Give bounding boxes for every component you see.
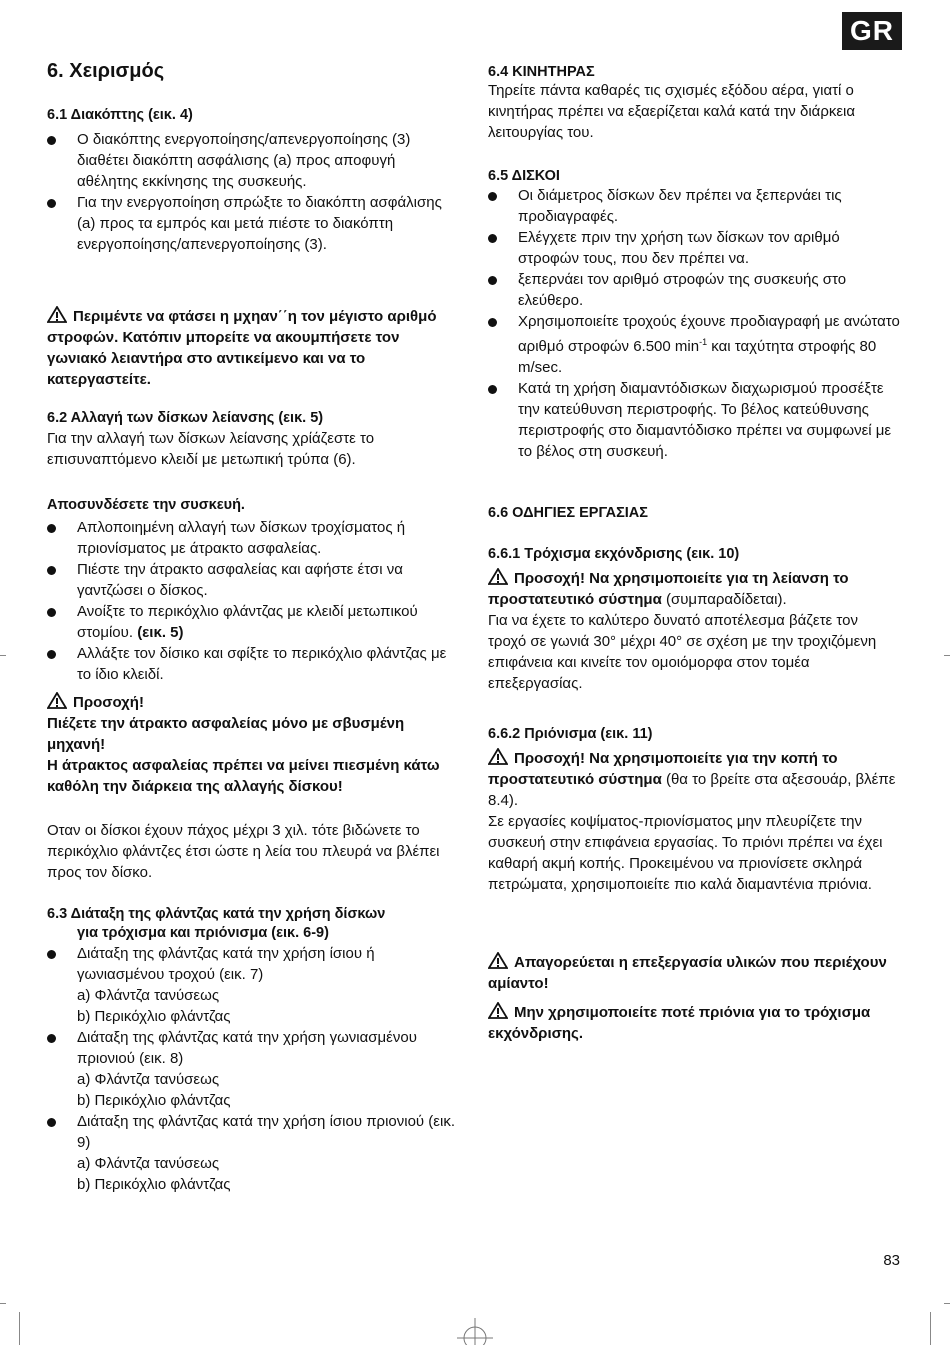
registration-mark [455,1318,495,1345]
warning-icon [47,692,67,708]
bullet-item: Για την ενεργοποίηση σπρώξτε το διακόπτη ασφάλισης (a) προς τα εμπρός και μετά πιέστε το διακόπτη ενεργοποίησης/απενεργοποίησης (3). [47,192,457,255]
section-6-5 [488,168,900,462]
crop-mark [19,1312,20,1345]
crop-mark [944,1303,950,1304]
warning-note: (συμπαραδίδεται). [661,591,787,608]
section-heading: 6.6.2 Πριόνισμα (εικ. 11) [488,726,653,742]
bullet-item: Διάταξη της φλάντζας κατά την χρήση ίσιου πριονιού (εικ. 9) [47,1111,457,1153]
bullet-item: Διάταξη της φλάντζας κατά την χρήση γωνιασμένου πριονιού (εικ. 8) [47,1027,457,1069]
section-heading: 6.3 Διάταξη της φλάντζας κατά την χρήση δίσκων [47,906,386,922]
warning-text: Μην χρησιμοποιείτε ποτέ πριόνια για το τρόχισμα εκχόνδρισης. [488,1004,871,1042]
bullet-item [47,601,457,643]
sub-item: a) Φλάντζα τανύσεως [77,1071,220,1088]
crop-mark [930,1312,931,1345]
warning-text: Περιμέντε να φτάσει η μχηαν΄΄η τον μέγιστο αριθμό στροφών. Κατόπιν μπορείτε να ακουμπήσετε τον γωνιακό λειαντήρα στο αντικείμενο και να το κατεργαστείτε. [47,308,437,388]
bullet-item: Αλλάξτε τον δίσικο και σφίξτε το περικόχλιο φλάντζας με το ίδιο κλειδί. [47,643,457,685]
paragraph: Οταν οι δίσκοι έχουν πάχος μέχρι 3 χιλ. τότε βιδώνετε το περικόχλιο φλάντζες έτσι ώστε η λεία του πλευρά να βλέπει προς τον δίσκο. [47,822,440,881]
chapter-title: 6. Χειρισμός [47,60,165,82]
paragraph: Σε εργασίες κοψίματος-πριονίσματος μην πλευρίζετε την συσκευή στην επιφάνεια εργασίας. Το πριόνι πρέπει να έχει καθαρή ακμή κοπής. Προκειμένου να πριονίσετε σκληρά πετρώματα, χρησιμοποιείτε πιο καλά διαμαντένια πριόνια. [488,813,883,893]
warning-roughing [488,1002,900,1044]
section-heading: 6.6.1 Τρόχισμα εκχόνδρισης (εικ. 10) [488,546,740,562]
section-6-6-2 [488,726,900,895]
warning-text: Πιέζετε την άτρακτο ασφαλείας μόνο με σβυσμένη μηχανή! [47,715,405,753]
disconnect-block [47,497,457,685]
section-6-3 [47,906,457,1195]
section-6-6-1 [488,546,900,694]
sub-item: b) Περικόχλιο φλάντζας [77,1092,231,1109]
section-6-6 [488,505,900,521]
crop-mark [0,655,6,656]
sub-item: a) Φλάντζα τανύσεως [77,987,220,1004]
bullet-item: Ο διακόπτης ενεργοποίησης/απενεργοποίησης (3) διαθέτει διακόπτη ασφάλισης (a) προς αποφυγή αθέλητης εκκίνησης της συσκευής. [47,129,457,192]
warning-icon [488,952,508,968]
crop-mark [944,655,950,656]
section-heading: 6.4 ΚΙΝΗΤΗΡΑΣ [488,64,595,80]
thin-disc-note [47,820,457,883]
section-6-1 [47,107,457,255]
bullet-item: Διάταξη της φλάντζας κατά την χρήση ίσιου ή γωνιασμένου τροχού (εικ. 7) [47,943,457,985]
bullet-item: Απλοποιημένη αλλαγή των δίσκων τροχίσματος ή πριονίσματος με άτρακτο ασφαλείας. [47,517,457,559]
bullet-item: Πιέστε την άτρακτο ασφαλείας και αφήστε έτσι να γαντζώσει ο δίσκος. [47,559,457,601]
warning-text: Απαγορεύεται η επεξεργασία υλικών που περιέχουν αμίαντο! [488,954,887,992]
crop-mark [0,1303,6,1304]
warning-rpm [47,306,457,390]
section-heading-cont: για τρόχισμα και πριόνισμα (εικ. 6-9) [77,925,329,941]
superscript: -1 [699,337,708,347]
warning-text: Προσοχή! Να χρησιμοποιείτε για τη λείανση το προστατευτικό σύστημα [488,570,849,608]
warning-text: Προσοχή! Να χρησιμοποιείτε για την κοπή το προστατευτικό σύστημα [488,750,838,788]
warning-icon [488,748,508,764]
paragraph: Για την αλλαγή των δίσκων λείανσης χρίάζεστε το επισυναπτόμενο κλειδί με μετωπική τρύπα (6). [47,430,375,468]
bullet-item: Ελέγχετε πριν την χρήση των δίσκων τον αριθμό στροφών τους, που δεν πρέπει να. [488,227,900,269]
attention-label: Προσοχή! [73,694,144,711]
paragraph: Για να έχετε το καλύτερο δυνατό αποτέλεσμα βάζετε τον τροχό σε γωνιά 30° μέχρι 40° σε σχέση με την τροχιζόμενη επιφάνεια και κινείτε τον ομοιόμορφα στον τομέα επεξεργασίας. [488,612,877,692]
disconnect-note: Αποσυνδέσετε την συσκευή. [47,497,245,513]
bullet-item [488,311,900,378]
bullet-text-cont: και ταχύτητα στροφής 80 m/sec. [518,338,877,376]
warning-icon [488,1002,508,1018]
warning-text: Η άτρακτος ασφαλείας πρέπει να μείνει πιεσμένη κάτω καθόλη την διάρκεια της αλλαγής δίσκου! [47,757,440,795]
sub-item: a) Φλάντζα τανύσεως [77,1155,220,1172]
figure-ref: (εικ. 5) [137,624,184,641]
warning-asbestos [488,952,900,994]
warning-icon [47,306,67,322]
paragraph: Τηρείτε πάντα καθαρές τις σχισμές εξόδου αέρα, γιατί ο κινητήρας πρέπει να εξαερίζεται καλά κατά την διάρκεια λειτουργίας του. [488,82,856,141]
bullet-text: Ανοίξτε το περικόχλιο φλάντζας με κλειδί μετωπικού στομίου. [77,603,418,641]
sub-item: b) Περικόχλιο φλάντζας [77,1176,231,1193]
section-6-4 [488,64,900,143]
bullet-text: Χρησιμοποιείτε τροχούς έχουνε προδιαγραφή με ανώτατο αριθμό στροφών 6.500 min [518,313,900,355]
warning-spindle [47,692,457,797]
bullet-item: Κατά τη χρήση διαμαντόδισκων διαχωρισμού προσέξτε την κατεύθυνση περιστροφής. Το βέλος κατεύθυνσης περιστροφής στο διαμαντόδισκο πρέπει να συμφωνεί με το βέλος στη συσκευή. [488,378,900,462]
language-badge: GR [842,12,902,50]
section-6-2 [47,410,457,470]
page-number: 83 [883,1252,900,1269]
warning-icon [488,568,508,584]
section-heading: 6.2 Αλλαγή των δίσκων λείανσης (εικ. 5) [47,410,324,426]
sub-item: b) Περικόχλιο φλάντζας [77,1008,231,1025]
section-heading: 6.5 ΔΙΣΚΟΙ [488,168,560,184]
section-heading: 6.1 Διακόπτης (εικ. 4) [47,107,193,123]
bullet-item: Οι διάμετρος δίσκων δεν πρέπει να ξεπερνάει τις προδιαγραφές. [488,185,900,227]
bullet-item: ξεπερνάει τον αριθμό στροφών της συσκευής στο ελεύθερο. [488,269,900,311]
section-heading: 6.6 ΟΔΗΓΙΕΣ ΕΡΓΑΣΙΑΣ [488,505,648,521]
warning-note: (θα το βρείτε στα αξεσουάρ, βλέπε 8.4). [488,771,896,809]
